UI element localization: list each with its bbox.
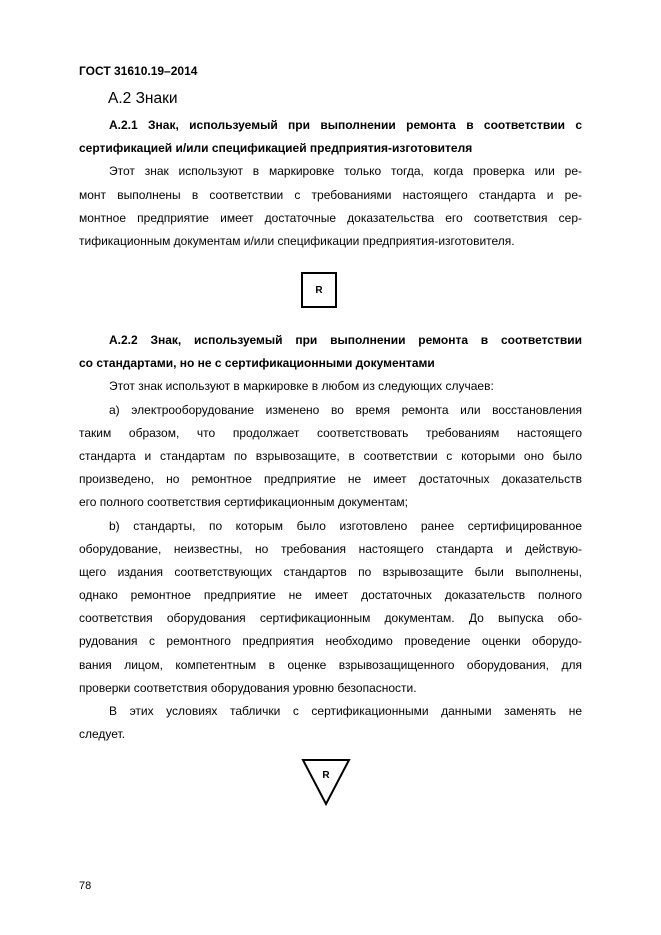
a21-body-line: Этот знак используют в маркировке только тогда, когда проверка или ре- xyxy=(109,164,582,179)
a22-body-line: рудования с ремонтного предприятия необходимо проведение оценки оборудо- xyxy=(79,634,582,649)
a22-body-line: В этих условиях таблички с сертификационными данными заменять не xyxy=(109,704,582,718)
repair-mark-square-sign xyxy=(301,272,337,308)
repair-mark-triangle-sign xyxy=(301,758,351,806)
sign-letter: R xyxy=(322,770,330,781)
a21-body-line: тификационным документам и/или спецификации предприятия-изготовителя. xyxy=(79,233,515,248)
a22-section xyxy=(79,329,582,746)
a21-body-line: монтное предприятие имеет достаточные доказательства его соответствия сер- xyxy=(79,210,582,225)
a22-body-line: проверки соответствия оборудования уровню безопасности. xyxy=(79,680,417,695)
a22-body-line: произведено, но ремонтное предприятие не имеет достаточных доказательств xyxy=(79,472,582,487)
a21-section xyxy=(79,114,582,253)
a22-body-line: следует. xyxy=(79,727,126,742)
a22-body-line: щего издания соответствующих стандартов по взрывозащите были выполнены, xyxy=(79,564,582,579)
a22-body-line: b) стандарты, по которым было изготовлено ранее сертифицированное xyxy=(109,518,582,533)
standard-header: ГОСТ 31610.19–2014 xyxy=(79,64,198,78)
a22-body-line: стандарта и стандартам по взрывозащите, в соответствии с которыми оно было xyxy=(79,448,582,463)
sign-letter: R xyxy=(315,284,323,296)
triangle-icon xyxy=(301,758,351,806)
page-number: 78 xyxy=(79,880,92,892)
a22-heading-line: со стандартами, но не с сертификационными документами xyxy=(79,356,435,371)
a22-body-line: а) электрооборудование изменено во время ремонта или восстановления xyxy=(109,402,582,417)
a22-body-line: Этот знак используют в маркировке в любом из следующих случаев: xyxy=(109,379,494,394)
a22-body-line: однако ремонтное предприятие не имеет достаточных доказательств полного xyxy=(79,588,582,603)
a22-body-line: его полного соответствия сертификационным документам; xyxy=(79,495,408,510)
a22-body-line: таким образом, что продолжает соответствовать требованиям настоящего xyxy=(79,425,582,440)
section-title: А.2 Знаки xyxy=(108,90,178,107)
a21-body-line: монт выполнены в соответствии с требованиями настоящего стандарта и ре- xyxy=(79,187,582,202)
a21-heading-line: А.2.1 Знак, используемый при выполнении ремонта в соответствии с xyxy=(109,118,582,132)
a22-body-line: соответствия оборудования сертификационным документам. До выпуска обо- xyxy=(79,611,582,626)
a22-heading-line: А.2.2 Знак, используемый при выполнении ремонта в соответствии xyxy=(109,333,582,347)
a21-heading-line: сертификацией и/или спецификацией предприятия-изготовителя xyxy=(79,141,473,156)
a22-body-line: оборудование, неизвестны, но требования настоящего стандарта и действую- xyxy=(79,541,582,556)
a22-body-line: вания лицом, компетентным в оценке взрывозащищенного оборудования, для xyxy=(79,657,582,672)
